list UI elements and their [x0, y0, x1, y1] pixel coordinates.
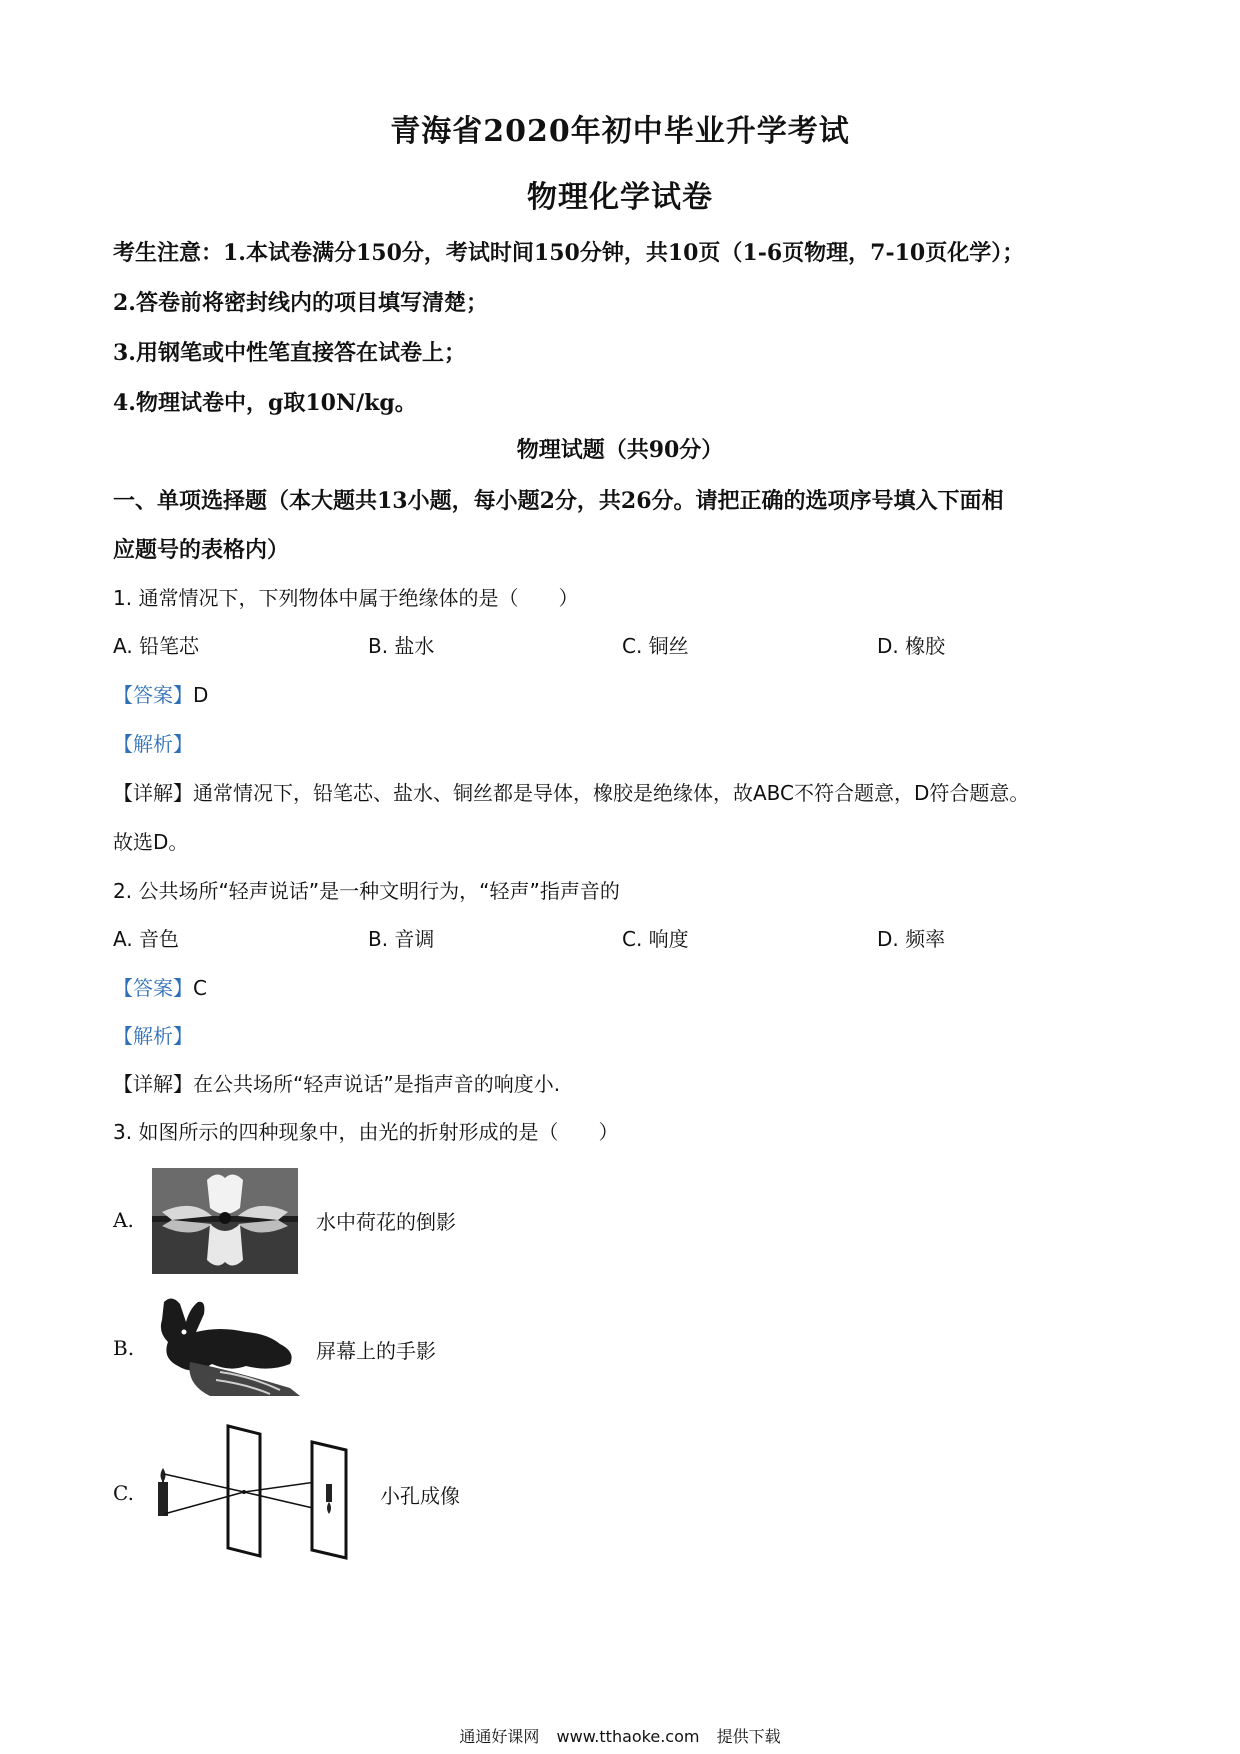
- notice-line-3: 3.用钢笔或中性笔直接答在试卷上；: [113, 340, 466, 366]
- notice-line-2: 2.答卷前将密封线内的项目填写清楚；: [113, 290, 488, 316]
- section-heading: 物理试题（共90分）: [516, 437, 724, 463]
- notice-line-1: 考生注意：1.本试卷满分150分，考试时间150分钟，共10页（1-6页物理，7-10页化学）；: [113, 240, 1025, 266]
- question-1-option-d: D. 橡胶: [877, 634, 946, 658]
- question-2-answer: [113, 972, 1143, 1001]
- footer-url[interactable]: www.tthaoke.com: [556, 1727, 700, 1746]
- exam-subtitle: 物理化学试卷: [527, 180, 713, 215]
- answer-value: C: [193, 976, 207, 1000]
- question-2-option-d: D. 频率: [877, 927, 946, 951]
- figure-a-caption: 水中荷花的倒影: [316, 1210, 456, 1234]
- pinhole-imaging-diagram: [150, 1424, 370, 1564]
- detail-text: 在公共场所“轻声说话”是指声音的响度小.: [193, 1072, 561, 1096]
- question-1-stem: 1. 通常情况下，下列物体中属于绝缘体的是（ ）: [113, 586, 579, 610]
- question-2-option-a: A. 音色: [113, 927, 180, 951]
- question-3-stem: 3. 如图所示的四种现象中，由光的折射形成的是（ ）: [113, 1120, 619, 1144]
- question-2-option-b: B. 音调: [368, 927, 435, 951]
- part-one-heading-line-1: 一、单项选择题（本大题共13小题，每小题2分，共26分。请把正确的选项序号填入下面相: [113, 488, 1004, 514]
- question-2-stem: 2. 公共场所“轻声说话”是一种文明行为，“轻声”指声音的: [113, 879, 620, 903]
- figure-c-letter: C.: [113, 1481, 134, 1505]
- question-2-detail: [113, 1068, 1143, 1097]
- question-1-analysis-label: 【解析】: [113, 732, 193, 756]
- answer-label: 【答案】: [113, 683, 193, 707]
- question-2-option-c: C. 响度: [622, 927, 689, 951]
- figure-b-letter: B.: [113, 1336, 135, 1360]
- page-footer: [0, 1724, 1240, 1747]
- question-2-analysis-label: 【解析】: [113, 1024, 193, 1048]
- figure-a-letter: A.: [113, 1208, 134, 1232]
- figure-b-caption: 屏幕上的手影: [316, 1339, 436, 1363]
- question-1-option-a: A. 铅笔芯: [113, 634, 200, 658]
- footer-note: 提供下载: [716, 1727, 781, 1746]
- detail-text: 通常情况下，铅笔芯、盐水、铜丝都是导体，橡胶是绝缘体，故ABC不符合题意，D符合题意。: [193, 781, 1030, 805]
- detail-label: 【详解】: [113, 1072, 193, 1096]
- lotus-reflection-image: [152, 1168, 298, 1274]
- question-1-option-b: B. 盐水: [368, 634, 435, 658]
- notice-line-4: 4.物理试卷中，g取10N/kg。: [113, 390, 417, 416]
- hand-shadow-image: [150, 1292, 300, 1396]
- answer-label: 【答案】: [113, 976, 193, 1000]
- question-1-answer: [113, 679, 1143, 708]
- part-one-heading-line-2: 应题号的表格内）: [113, 537, 290, 563]
- question-1-conclusion: 故选D。: [113, 830, 189, 854]
- exam-title: 青海省2020年初中毕业升学考试: [390, 114, 850, 149]
- detail-label: 【详解】: [113, 781, 193, 805]
- answer-value: D: [193, 683, 209, 707]
- question-1-option-c: C. 铜丝: [622, 634, 689, 658]
- question-1-detail: [113, 777, 1143, 806]
- figure-c-caption: 小孔成像: [380, 1484, 460, 1508]
- footer-site-name: 通通好课网: [459, 1727, 540, 1746]
